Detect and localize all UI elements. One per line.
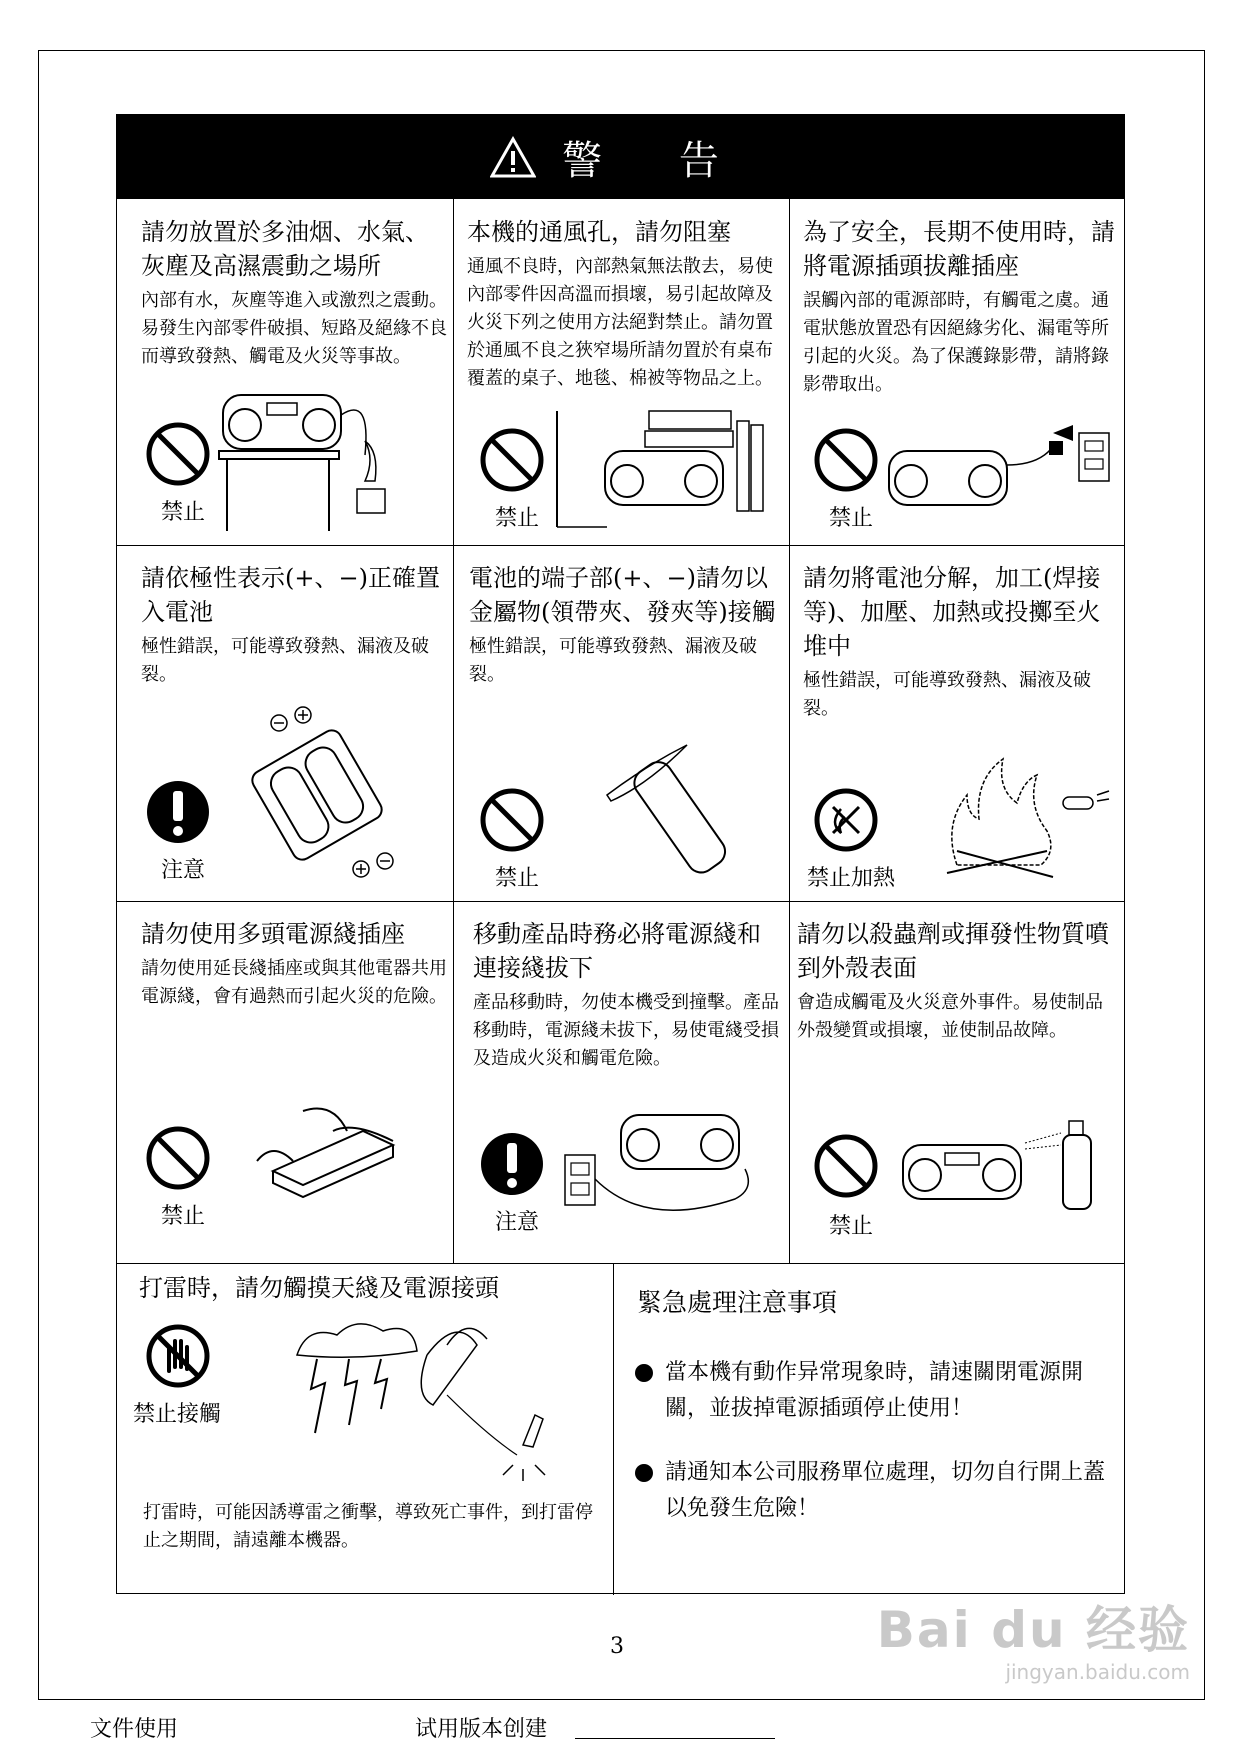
radio-with-books-illustration	[547, 401, 787, 531]
cell-body: 通風不良時，內部熱氣無法散去，易使內部零件因高溫而損壞，易引起故障及火災下列之使用方法絕對禁止。請勿置於通風不良之狹窄場所請勿置於有桌布覆蓋的桌子、地毯、棉被等物品之上。	[467, 256, 773, 389]
warning-triangle-icon	[490, 136, 536, 178]
cell-title: 移動產品時務必將電源綫和連接綫拔下	[473, 920, 761, 982]
footer-underline	[575, 1738, 775, 1739]
no-touch-icon	[145, 1323, 211, 1389]
radio-on-table-illustration	[217, 385, 442, 535]
cell-title: 請勿以殺蟲劑或揮發性物質噴到外殼表面	[797, 920, 1109, 982]
prohibited-icon	[813, 1133, 879, 1199]
emergency-title: 緊急處理注意事項	[637, 1288, 838, 1317]
cell-body: 內部有水，灰塵等進入或激烈之震動。易發生內部零件破損、短路及絕緣不良而導致發熱、觸電及火災等事故。	[141, 290, 447, 367]
cell-body: 極性錯誤，可能導致發熱、漏液及破裂。	[469, 636, 757, 685]
prohibited-icon	[145, 1125, 211, 1191]
fire-illustration	[937, 755, 1117, 885]
footer-left-text: 文件使用	[90, 1717, 179, 1742]
cell-title: 請勿放置於多油烟、水氣、灰塵及高濕震動之場所	[141, 218, 429, 280]
caution-icon	[479, 1131, 545, 1197]
symbol-label: 禁止	[495, 866, 540, 891]
battery-polarity-illustration	[237, 705, 397, 885]
emergency-item	[635, 1355, 1105, 1427]
page-number: 3	[610, 1634, 624, 1659]
no-heat-icon	[813, 787, 879, 853]
radio-wall-socket-illustration	[561, 1105, 786, 1225]
symbol-label: 禁止	[161, 1204, 206, 1229]
emergency-item	[635, 1455, 1105, 1527]
symbol-label: 禁止	[161, 500, 206, 525]
cell-body: 極性錯誤，可能導致發熱、漏液及破裂。	[803, 670, 1091, 719]
cell-body: 誤觸內部的電源部時，有觸電之虞。通電狀態放置恐有因絕緣劣化、漏電等所引起的火災。為了保護錄影帶，請將錄影帶取出。	[803, 290, 1109, 395]
footer-right-text: 试用版本创建	[415, 1717, 548, 1742]
radio-unplug-illustration	[883, 425, 1118, 525]
bullet-icon	[635, 1364, 653, 1382]
cell-body: 會造成觸電及火災意外事件。易使制品外殼變質或損壞，並使制品故障。	[797, 992, 1103, 1041]
symbol-label: 禁止加熱	[807, 866, 896, 891]
caution-icon	[145, 779, 211, 845]
battery-metal-clip-illustration	[603, 735, 763, 885]
symbol-label: 禁止接觸	[133, 1402, 222, 1427]
thunder-body: 打雷時，可能因誘導雷之衝擊，導致死亡事件，到打雷停止之期間，請遠離本機器。	[143, 1502, 593, 1551]
thunder-antenna-illustration	[287, 1315, 597, 1485]
radio-spray-illustration	[897, 1115, 1122, 1225]
emergency-item-text: 當本機有動作异常現象時，請速關閉電源開關，並拔掉電源插頭停止使用！	[665, 1360, 1084, 1421]
symbol-label: 禁止	[495, 506, 540, 531]
cell-title: 本機的通風孔，請勿阻塞	[467, 218, 731, 246]
cell-body: 產品移動時，勿使本機受到撞擊。產品移動時，電源綫未拔下，易使電綫受損及造成火災和觸電危險。	[473, 992, 779, 1069]
emergency-item-text: 請通知本公司服務單位處理，切勿自行開上蓋以免發生危險！	[665, 1460, 1106, 1521]
prohibited-icon	[813, 427, 879, 493]
watermark-sub: jingyan.baidu.com	[1005, 1660, 1190, 1684]
symbol-label: 注意	[495, 1210, 540, 1235]
cell-title: 為了安全，長期不使用時，請將電源插頭拔離插座	[803, 218, 1115, 280]
bullet-icon	[635, 1464, 653, 1482]
watermark-main: Bai du 经验	[876, 1601, 1190, 1659]
warning-header	[117, 115, 1124, 199]
symbol-label: 注意	[161, 858, 206, 883]
cell-body: 極性錯誤，可能導致發熱、漏液及破裂。	[141, 636, 429, 685]
prohibited-icon	[479, 787, 545, 853]
prohibited-icon	[145, 421, 211, 487]
cell-title: 電池的端子部(+、−)請勿以金屬物(領帶夾、發夾等)接觸	[469, 564, 776, 626]
prohibited-icon	[479, 427, 545, 493]
cell-title: 請勿將電池分解，加工(焊接等)、加壓、加熱或投擲至火堆中	[803, 564, 1101, 660]
power-strip-illustration	[253, 1091, 413, 1221]
symbol-label: 禁止	[829, 506, 874, 531]
cell-body: 請勿使用延長綫插座或與其他電器共用電源綫，會有過熱而引起火災的危險。	[141, 958, 447, 1007]
symbol-label: 禁止	[829, 1214, 874, 1239]
warning-table	[116, 114, 1125, 1594]
warning-title: 警 告	[562, 137, 751, 184]
baidu-watermark	[877, 1590, 1190, 1684]
cell-title: 請依極性表示(+、−)正確置入電池	[141, 564, 440, 626]
emergency-section	[613, 1263, 1126, 1595]
cell-title: 請勿使用多頭電源綫插座	[141, 920, 405, 948]
cell-title: 打雷時，請勿觸摸天綫及電源接頭	[139, 1274, 499, 1302]
